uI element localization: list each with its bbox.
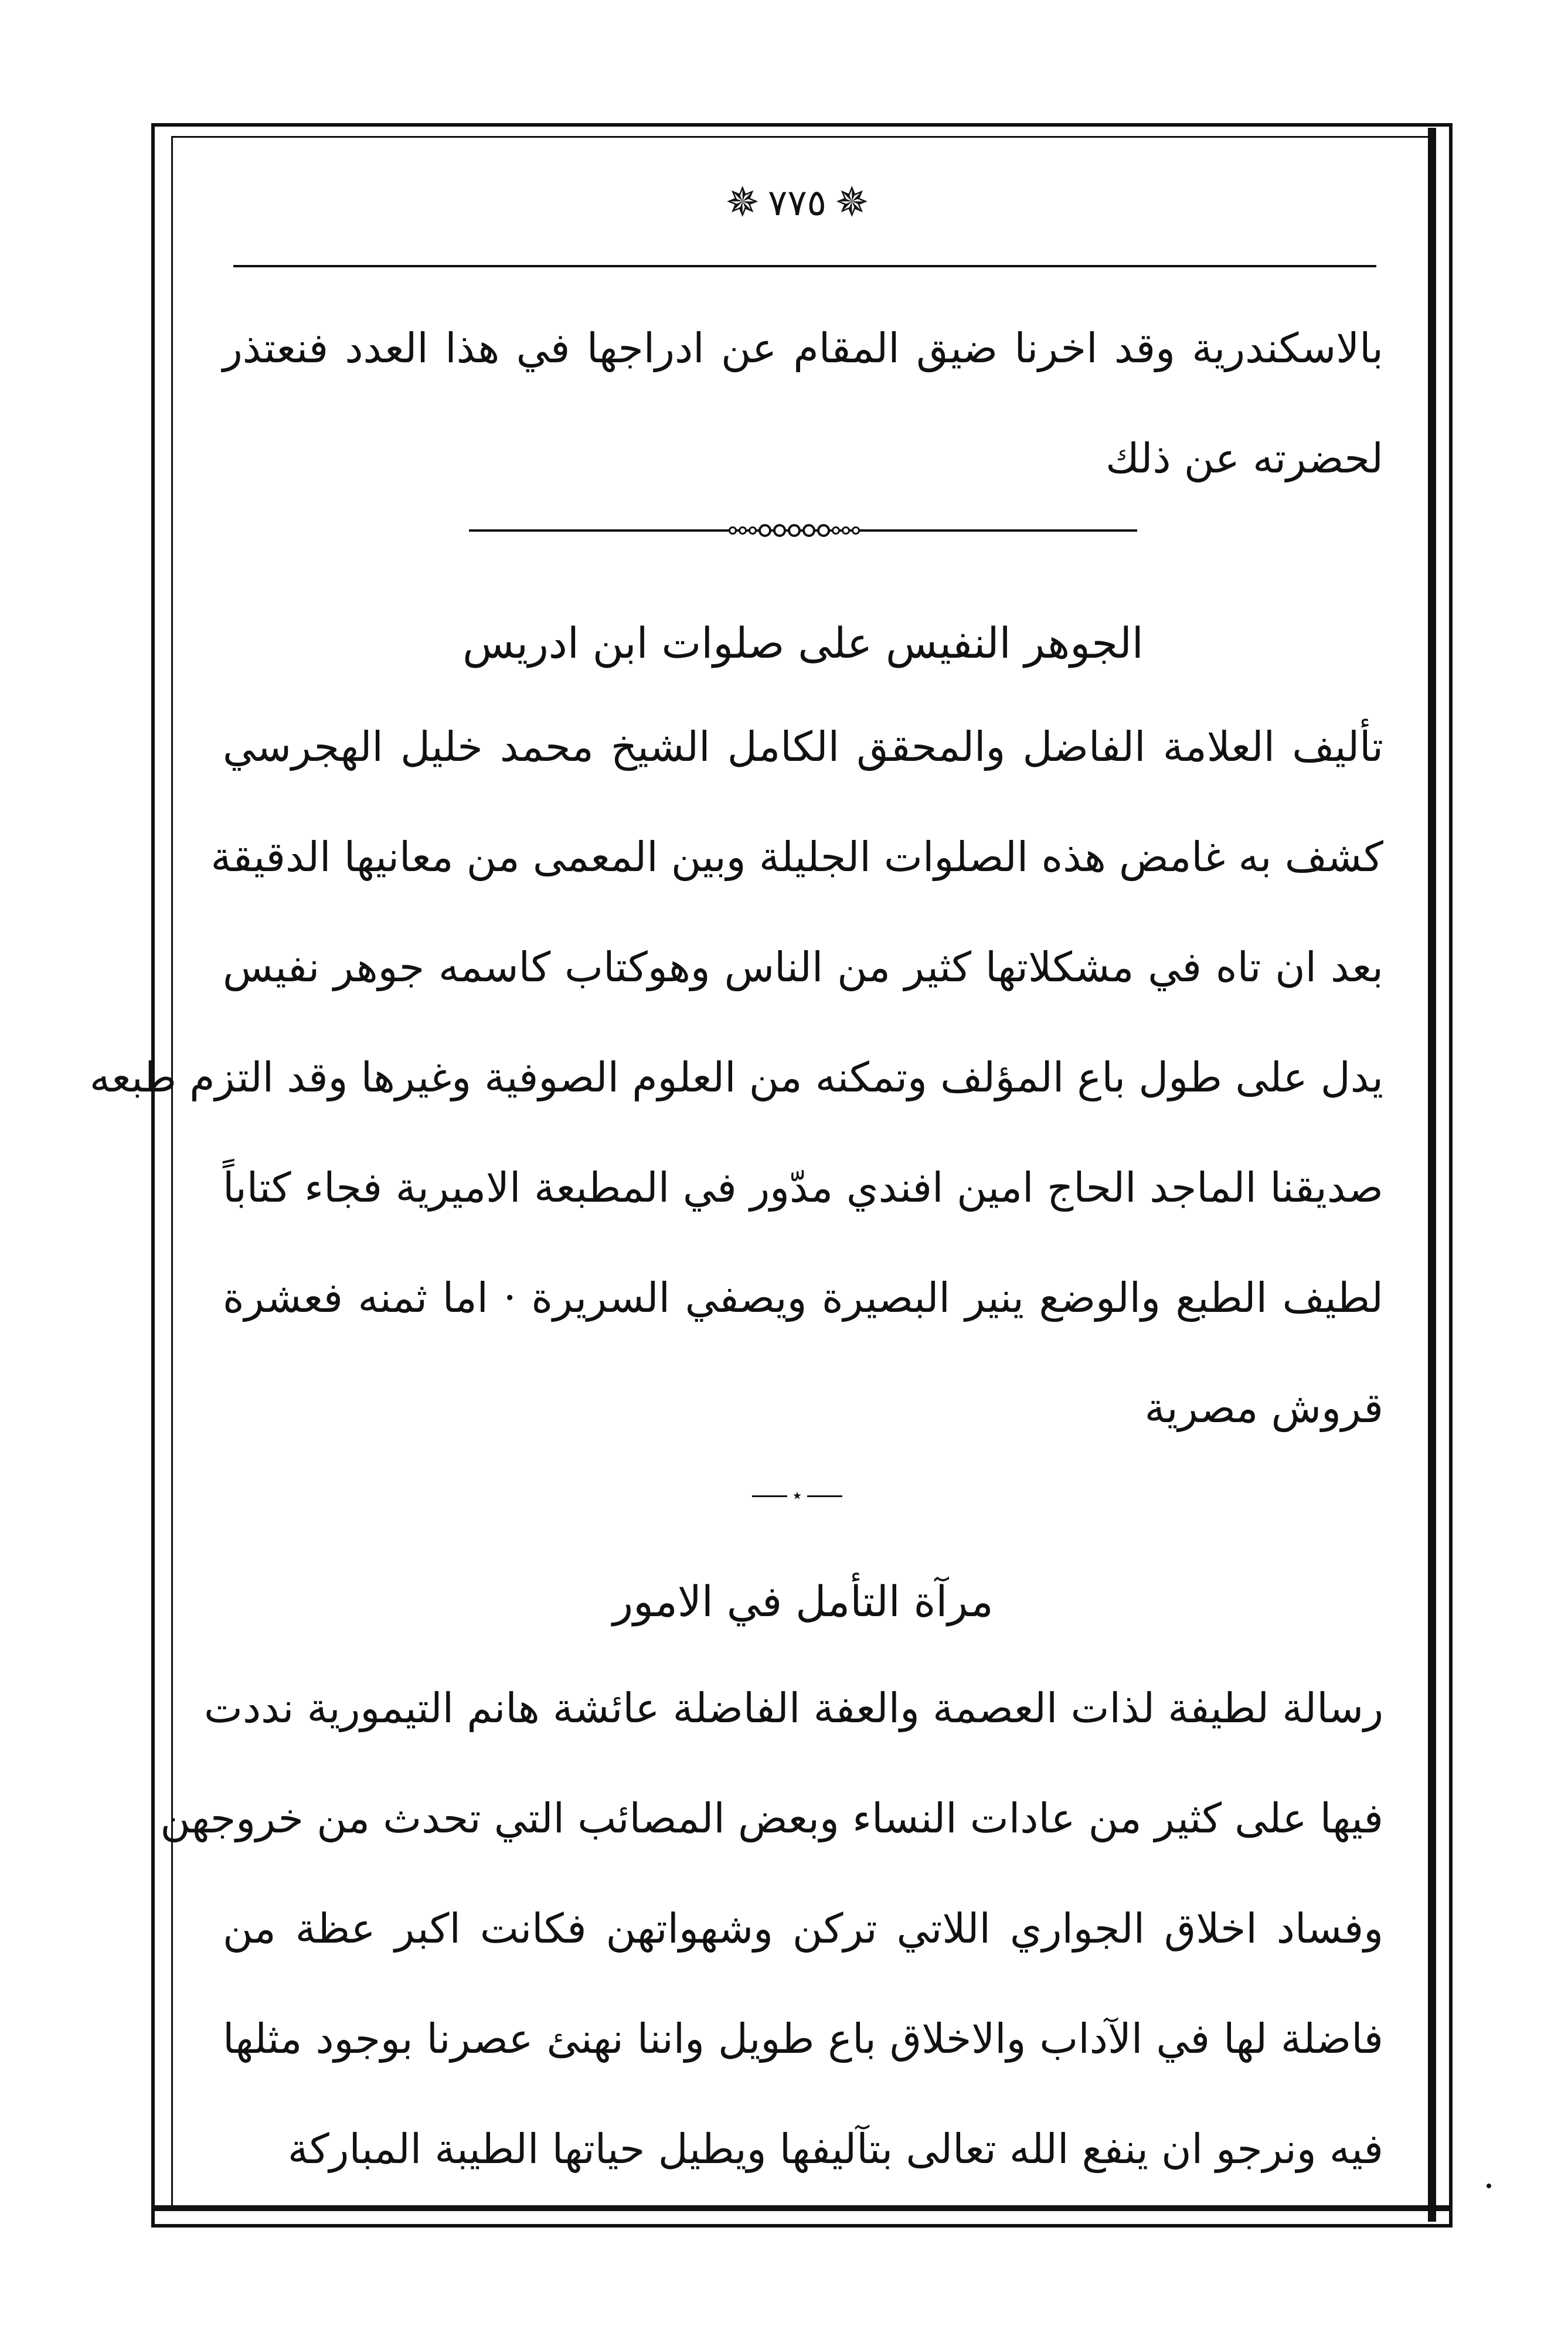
article-line: فيها على كثير من عادات النساء وبعض المصائب التي تحدث من خروجهن <box>160 1794 1383 1842</box>
margin-dot <box>1487 2184 1491 2188</box>
article-title: الجوهر النفيس على صلوات ابن ادريس <box>462 618 1144 668</box>
divider-beads <box>698 522 891 539</box>
article-line: يدل على طول باع المؤلف وتمكنه من العلوم الصوفية وغيرها وقد التزم طبعه <box>89 1053 1383 1101</box>
intro-line: بالاسكندرية وقد اخرنا ضيق المقام عن ادراجها في هذا العدد فنعتذر <box>223 324 1383 372</box>
star-divider-icon: ⋆ <box>790 1484 804 1508</box>
article-paragraph <box>160 1653 1383 2204</box>
article-title: مرآة التأمل في الامور <box>613 1577 994 1626</box>
ornamental-divider <box>469 522 1137 539</box>
intro-paragraph <box>223 293 1383 514</box>
article-line: تأليف العلامة الفاضل والمحقق الكامل الشيخ محمد خليل الهجرسي <box>223 723 1383 771</box>
article-line: فاضلة لها في الآداب والاخلاق باع طويل واننا نهنئ عصرنا بوجود مثلها <box>223 2015 1383 2063</box>
article-line: لطيف الطبع والوضع ينير البصيرة ويصفي السريرة · اما ثمنه فعشرة <box>223 1274 1383 1322</box>
intro-line: لحضرته عن ذلك <box>1106 434 1383 482</box>
header-rule <box>233 265 1376 267</box>
article-paragraph <box>89 692 1383 1463</box>
page-frame-bottom-shadow <box>154 2205 1450 2211</box>
article-line: بعد ان تاه في مشكلاتها كثير من الناس وهوكتاب كاسمه جوهر نفيس <box>223 943 1383 991</box>
article-line: كشف به غامض هذه الصلوات الجليلة وبين المعمى من معانيها الدقيقة <box>210 833 1383 881</box>
star-ornament-icon: ✵ <box>725 178 760 226</box>
article-line: رسالة لطيفة لذات العصمة والعفة الفاضلة عائشة هانم التيمورية نددت <box>204 1684 1383 1732</box>
article-line: وفساد اخلاق الجواري اللاتي تركن وشهواتهن فكانت اكبر عظة من <box>223 1905 1383 1953</box>
article-line: صديقنا الماجد الحاج امين افندي مدّور في المطبعة الاميرية فجاء كتاباً <box>223 1164 1383 1212</box>
page-number: ٧٧٥ <box>768 181 826 224</box>
page-number-header <box>674 176 920 229</box>
section-divider <box>739 1484 856 1508</box>
article-line: فيه ونرجو ان ينفع الله تعالى بتآليفها ويطيل حياتها الطيبة المباركة <box>287 2125 1383 2173</box>
article-line: قروش مصرية <box>1144 1384 1383 1432</box>
page-frame-right-shadow <box>1428 128 1436 2222</box>
star-ornament-icon: ✵ <box>834 178 869 226</box>
